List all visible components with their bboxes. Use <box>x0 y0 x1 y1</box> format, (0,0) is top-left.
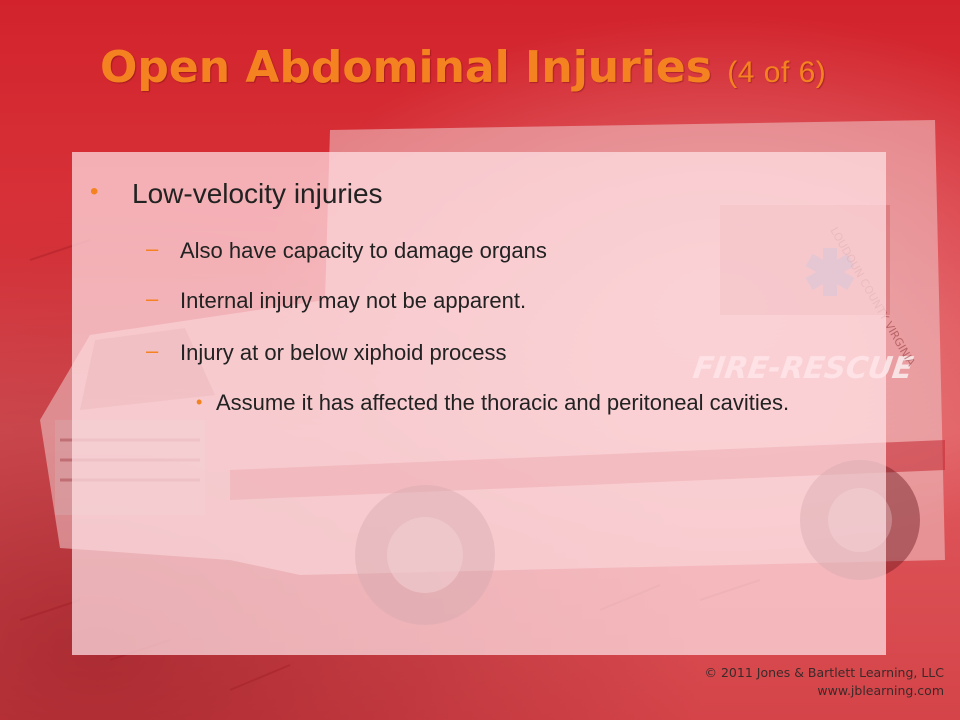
content-panel <box>72 152 886 655</box>
sub-bullet-xiphoid-process <box>146 338 507 368</box>
slide-title <box>100 40 940 101</box>
sub-bullet-damage-organs <box>146 236 547 266</box>
sub-bullet-text: Also have capacity to damage organs <box>180 238 547 263</box>
sub-sub-bullet-text: Assume it has affected the thoracic and peritoneal cavities. <box>216 390 790 415</box>
vehicle-door-lettering: VIRGINIA <box>881 319 918 369</box>
copyright-notice: © 2011 Jones & Bartlett Learning, LLC <box>704 665 944 680</box>
sub-bullet-marker: – <box>146 338 159 363</box>
sub-bullet-internal-injury <box>146 286 527 316</box>
title-text: Open Abdominal Injuries <box>100 42 712 93</box>
sub-bullet-marker: – <box>146 236 159 261</box>
sub-bullet-text: Injury at or below xiphoid process <box>180 340 507 365</box>
sub-sub-bullet-assume-affected <box>196 388 836 418</box>
footer-copyright <box>700 664 944 700</box>
title-part-indicator: (4 of 6) <box>727 56 827 89</box>
sub-bullet-text: Internal injury may not be apparent. <box>180 288 527 313</box>
bullet-text: Low-velocity injuries <box>132 178 383 209</box>
bullet-low-velocity-injuries <box>90 176 383 212</box>
sub-sub-bullet-marker: • <box>196 392 203 412</box>
publisher-website: www.jblearning.com <box>817 683 944 698</box>
bullet-marker: • <box>90 178 99 205</box>
sub-bullet-marker: – <box>146 286 159 311</box>
